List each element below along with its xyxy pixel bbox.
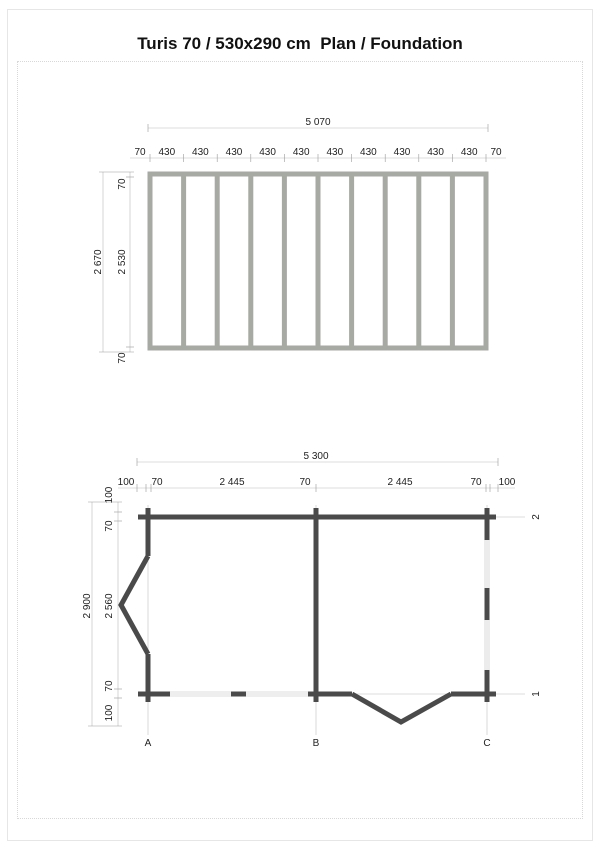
plan-seg-1: 70: [151, 477, 163, 488]
foundation-seg-1: 430: [158, 147, 176, 158]
axis-label-2: 2: [531, 514, 542, 520]
foundation-beams: [184, 174, 453, 348]
axis-label-a: A: [144, 738, 152, 749]
bay-window-left: [121, 556, 148, 654]
foundation-seg-11: 70: [490, 147, 502, 158]
foundation-seg-6: 430: [326, 147, 344, 158]
axis-label-c: C: [483, 738, 491, 749]
foundation-seg-4: 430: [259, 147, 276, 158]
foundation-edge-bottom: 70: [117, 352, 128, 364]
foundation-overall-height: 2 670: [93, 249, 104, 275]
foundation-seg-7: 430: [360, 147, 377, 158]
foundation-seg-2: 430: [192, 147, 209, 158]
plan-drawing: [82, 451, 542, 749]
foundation-seg-3: 430: [225, 147, 243, 158]
plan-seg-2: 2 445: [219, 477, 245, 488]
plan-overall-width: 5 300: [303, 451, 329, 462]
page-title: Turis 70 / 530x290 cm Plan / Foundation: [137, 34, 463, 53]
plan-overall-height: 2 900: [82, 593, 93, 619]
foundation-drawing: [93, 117, 506, 364]
foundation-seg-5: 430: [292, 147, 310, 158]
plan-edge-bottom-wall: 70: [104, 680, 115, 692]
plan-seg-3: 70: [299, 477, 311, 488]
plan-seg-0: 100: [117, 477, 135, 488]
axis-label-1: 1: [531, 691, 542, 697]
plan-seg-4: 2 445: [387, 477, 413, 488]
plan-seg-6: 100: [498, 477, 516, 488]
plan-seg-5: 70: [470, 477, 482, 488]
axis-label-b: B: [312, 738, 320, 749]
foundation-seg-9: 430: [427, 147, 444, 158]
foundation-edge-top: 70: [117, 178, 128, 190]
plan-inner-height: 2 560: [104, 593, 115, 619]
plan-edge-top-wall: 70: [104, 520, 115, 532]
plan-edge-bottom-outer: 100: [104, 704, 115, 722]
foundation-seg-10: 430: [460, 147, 478, 158]
plan-edge-top-outer: 100: [104, 486, 115, 504]
foundation-overall-width: 5 070: [305, 117, 331, 128]
bay-window-bottom: [352, 694, 451, 722]
foundation-seg-0: 70: [134, 147, 146, 158]
foundation-seg-8: 430: [393, 147, 411, 158]
foundation-inner-height: 2 530: [117, 249, 128, 275]
